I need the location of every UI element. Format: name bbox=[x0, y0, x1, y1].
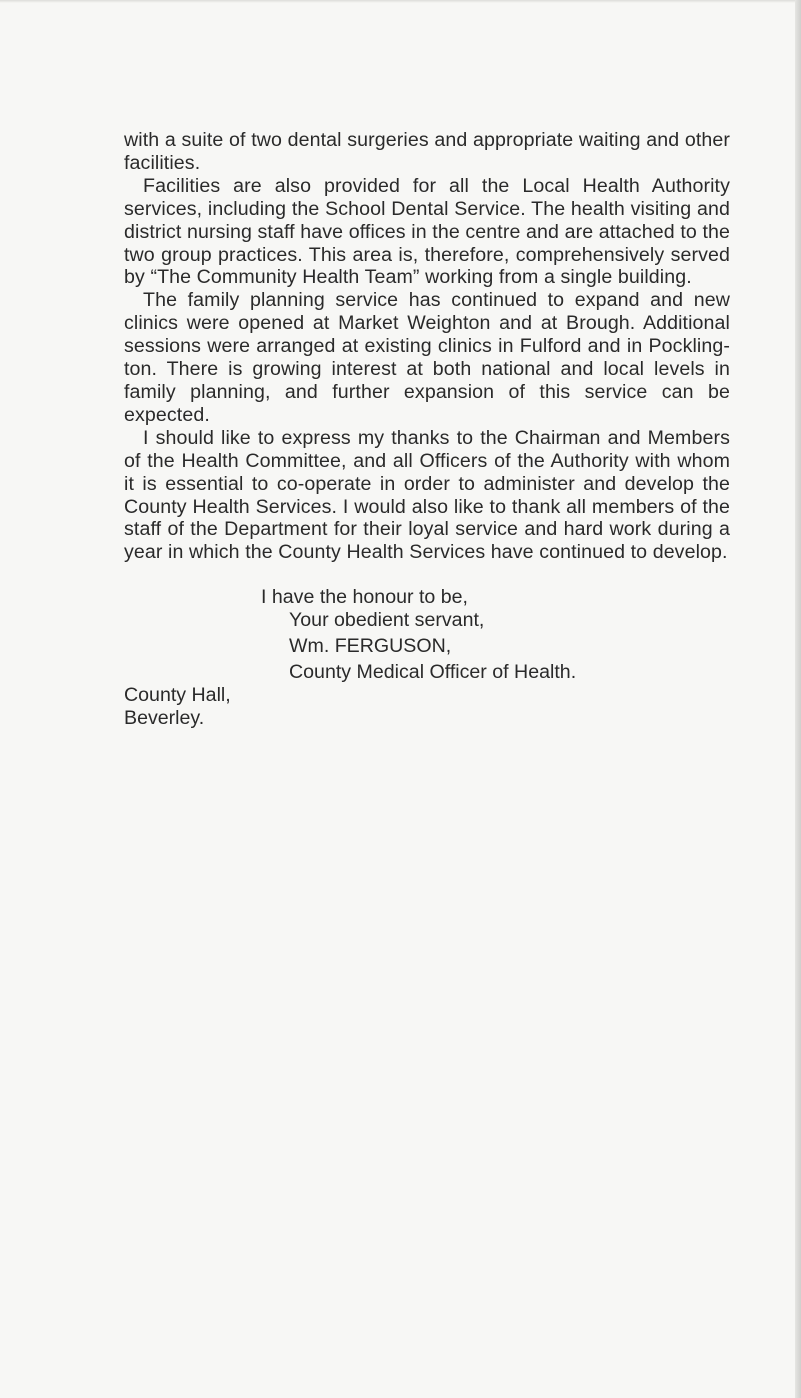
closing-valediction: Your obedient servant, bbox=[289, 609, 485, 632]
document-page bbox=[124, 129, 730, 730]
sender-address bbox=[124, 684, 730, 730]
paragraph-thanks: I should like to express my thanks to the Chairman and Members of the Health Committee, and all Officers of the Authority with whom it is essential to co-operate in order to administer and develop the County Health Services. I would also like to thank all members of the staff of the Department for their loyal service and hard work during a year in which the County Health Services have continued to develop. bbox=[124, 426, 730, 564]
paragraph-facilities: Facilities are also provided for all the Local Health Authority services, including the School Dental Service. The health visiting and district nursing staff have offices in the centre and are attached to the two group practices. This area is, therefore, comprehensively served by “The Community Health Team” working from a single building. bbox=[124, 174, 730, 289]
closing-signatory: Wm. FERGUSON, bbox=[289, 635, 452, 658]
closing-title: County Medical Officer of Health. bbox=[289, 660, 577, 683]
page-top-edge bbox=[0, 0, 801, 3]
address-line-1: County Hall, bbox=[124, 683, 231, 706]
closing-salutation: I have the honour to be, bbox=[261, 586, 468, 609]
paragraph-dental-surgeries: with a suite of two dental surgeries and appropriate waiting and other facilities. bbox=[124, 129, 730, 174]
page-right-edge bbox=[795, 0, 801, 1398]
letter-closing bbox=[124, 586, 730, 684]
address-line-2: Beverley. bbox=[124, 706, 205, 729]
paragraph-family-planning: The family planning service has continued to expand and new clinics were opened at Market Weighton and at Brough. Additional sessions were arranged at existing clinics in Fulford and in Pockling-ton. There is growing interest at both national and local levels in family planning, and further expansion of this service can be expected. bbox=[124, 289, 730, 426]
